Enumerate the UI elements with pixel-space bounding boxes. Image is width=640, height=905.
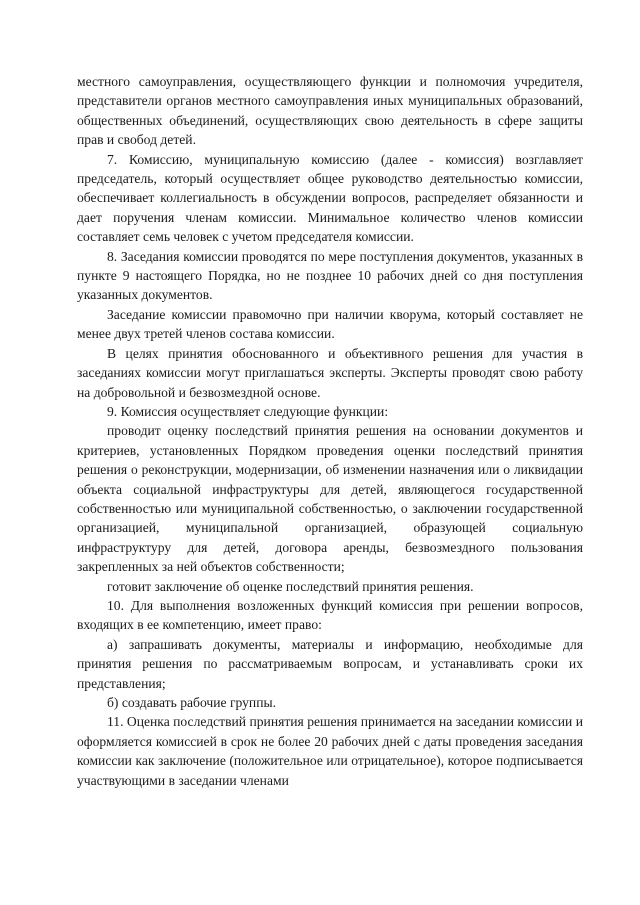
paragraph-quorum: Заседание комиссии правомочно при наличии кворума, который составляет не менее двух третей членов состава комиссии. [77, 306, 583, 342]
paragraph-experts: В целях принятия обоснованного и объективного решения для участия в заседаниях комиссии могут приглашаться эксперты. Эксперты проводят свою работу на добровольной и безвозмездной основе. [77, 345, 583, 400]
paragraph-item-9: 9. Комиссия осуществляет следующие функции: [107, 403, 389, 419]
paragraph-item-11: 11. Оценка последствий принятия решения принимается на заседании комиссии и оформляется комиссией в срок не более 20 рабочих дней с даты проведения заседания комиссии как заключение (положительное или отрицательное), которое подписывается участвующими в заседании членами [77, 714, 583, 788]
paragraph-function-assessment: проводит оценку последствий принятия решения на основании документов и критериев, установленных Порядком проведения оценки последствий принятия решения о реконструкции, модернизации, об изменении назначения или о ликвидации объекта социальной инфраструктуры для детей, являющегося государственной собственностью или муниципальной собственностью, о заключении государственной организацией, муниципальной организацией, образующей социальную инфраструктуру для детей, договора аренды, безвозмездного пользования закрепленных за ней объектов собственности; [77, 423, 583, 575]
paragraph-item-8: 8. Заседания комиссии проводятся по мере поступления документов, указанных в пункте 9 настоящего Порядка, но не позднее 10 рабочих дней со дня поступления указанных документов. [77, 248, 583, 303]
paragraph-item-10: 10. Для выполнения возложенных функций комиссия при решении вопросов, входящих в ее компетенцию, имеет право: [77, 597, 583, 633]
paragraph-continuation: местного самоуправления, осуществляющего функции и полномочия учредителя, представители органов местного самоуправления иных муниципальных образований, общественных объединений, осуществляющих свою деятельность в сфере защиты прав и свобод детей. [77, 74, 583, 148]
paragraph-item-7: 7. Комиссию, муниципальную комиссию (далее - комиссия) возглавляет председатель, который осуществляет общее руководство деятельностью комиссии, обеспечивает коллегиальность в обсуждении вопросов, распределяет обязанности и дает поручения членам комиссии. Минимальное количество членов комиссии составляет семь человек с учетом председателя комиссии. [77, 151, 583, 245]
paragraph-right-b: б) создавать рабочие группы. [107, 695, 277, 710]
paragraph-right-a: а) запрашивать документы, материалы и информацию, необходимые для принятия решения по рассматриваемым вопросам, и устанавливать сроки их представления; [77, 636, 583, 691]
document-body [77, 72, 583, 790]
paragraph-function-conclusion: готовит заключение об оценке последствий принятия решения. [107, 578, 474, 594]
